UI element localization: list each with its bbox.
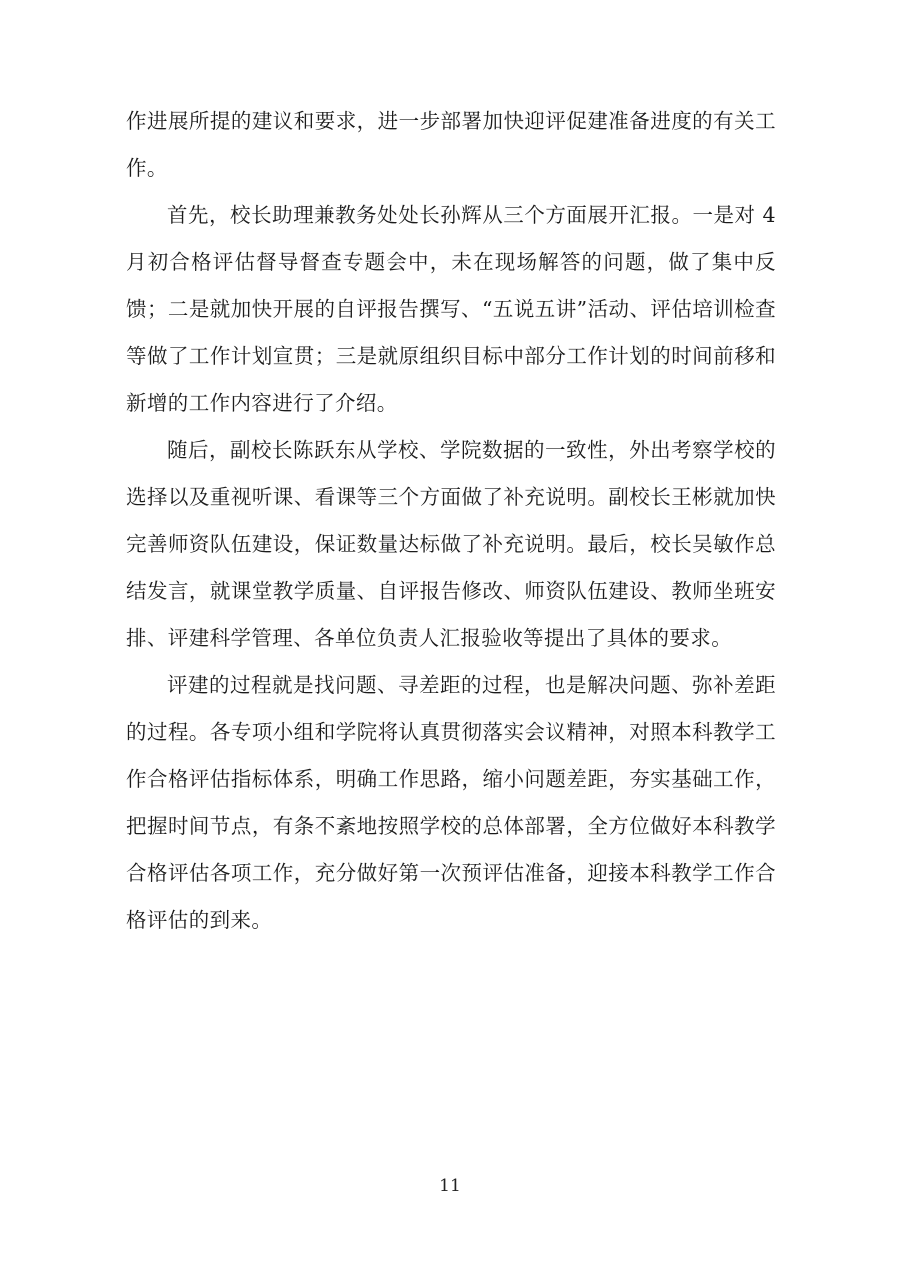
paragraph-2: 首先，校长助理兼教务处处长孙辉从三个方面展开汇报。一是对 4 月初合格评估督导督查专题会中，未在现场解答的问题，做了集中反馈；二是就加快开展的自评报告撰写、“五说五讲”活动、评估培训检查等做了工作计划宣贯；三是就原组织目标中部分工作计划的时间前移和新增的工作内容进行了介绍。 [126,203,776,415]
paragraph-1: 作进展所提的建议和要求，进一步部署加快迎评促建准备进度的有关工作。 [126,109,776,180]
paragraph-3: 随后，副校长陈跃东从学校、学院数据的一致性，外出考察学校的选择以及重视听课、看课等三个方面做了补充说明。副校长王彬就加快完善师资队伍建设，保证数量达标做了补充说明。最后，校长吴敏作总结发言，就课堂教学质量、自评报告修改、师资队伍建设、教师坐班安排、评建科学管理、各单位负责人汇报验收等提出了具体的要求。 [126,438,776,650]
page-number: 11 [439,1176,461,1196]
paragraph-4: 评建的过程就是找问题、寻差距的过程，也是解决问题、弥补差距的过程。各专项小组和学院将认真贯彻落实会议精神，对照本科教学工作合格评估指标体系，明确工作思路，缩小问题差距，夯实基础工作，把握时间节点，有条不紊地按照学校的总体部署，全方位做好本科教学合格评估各项工作，充分做好第一次预评估准备，迎接本科教学工作合格评估的到来。 [126,673,776,932]
document-body [126,98,776,944]
